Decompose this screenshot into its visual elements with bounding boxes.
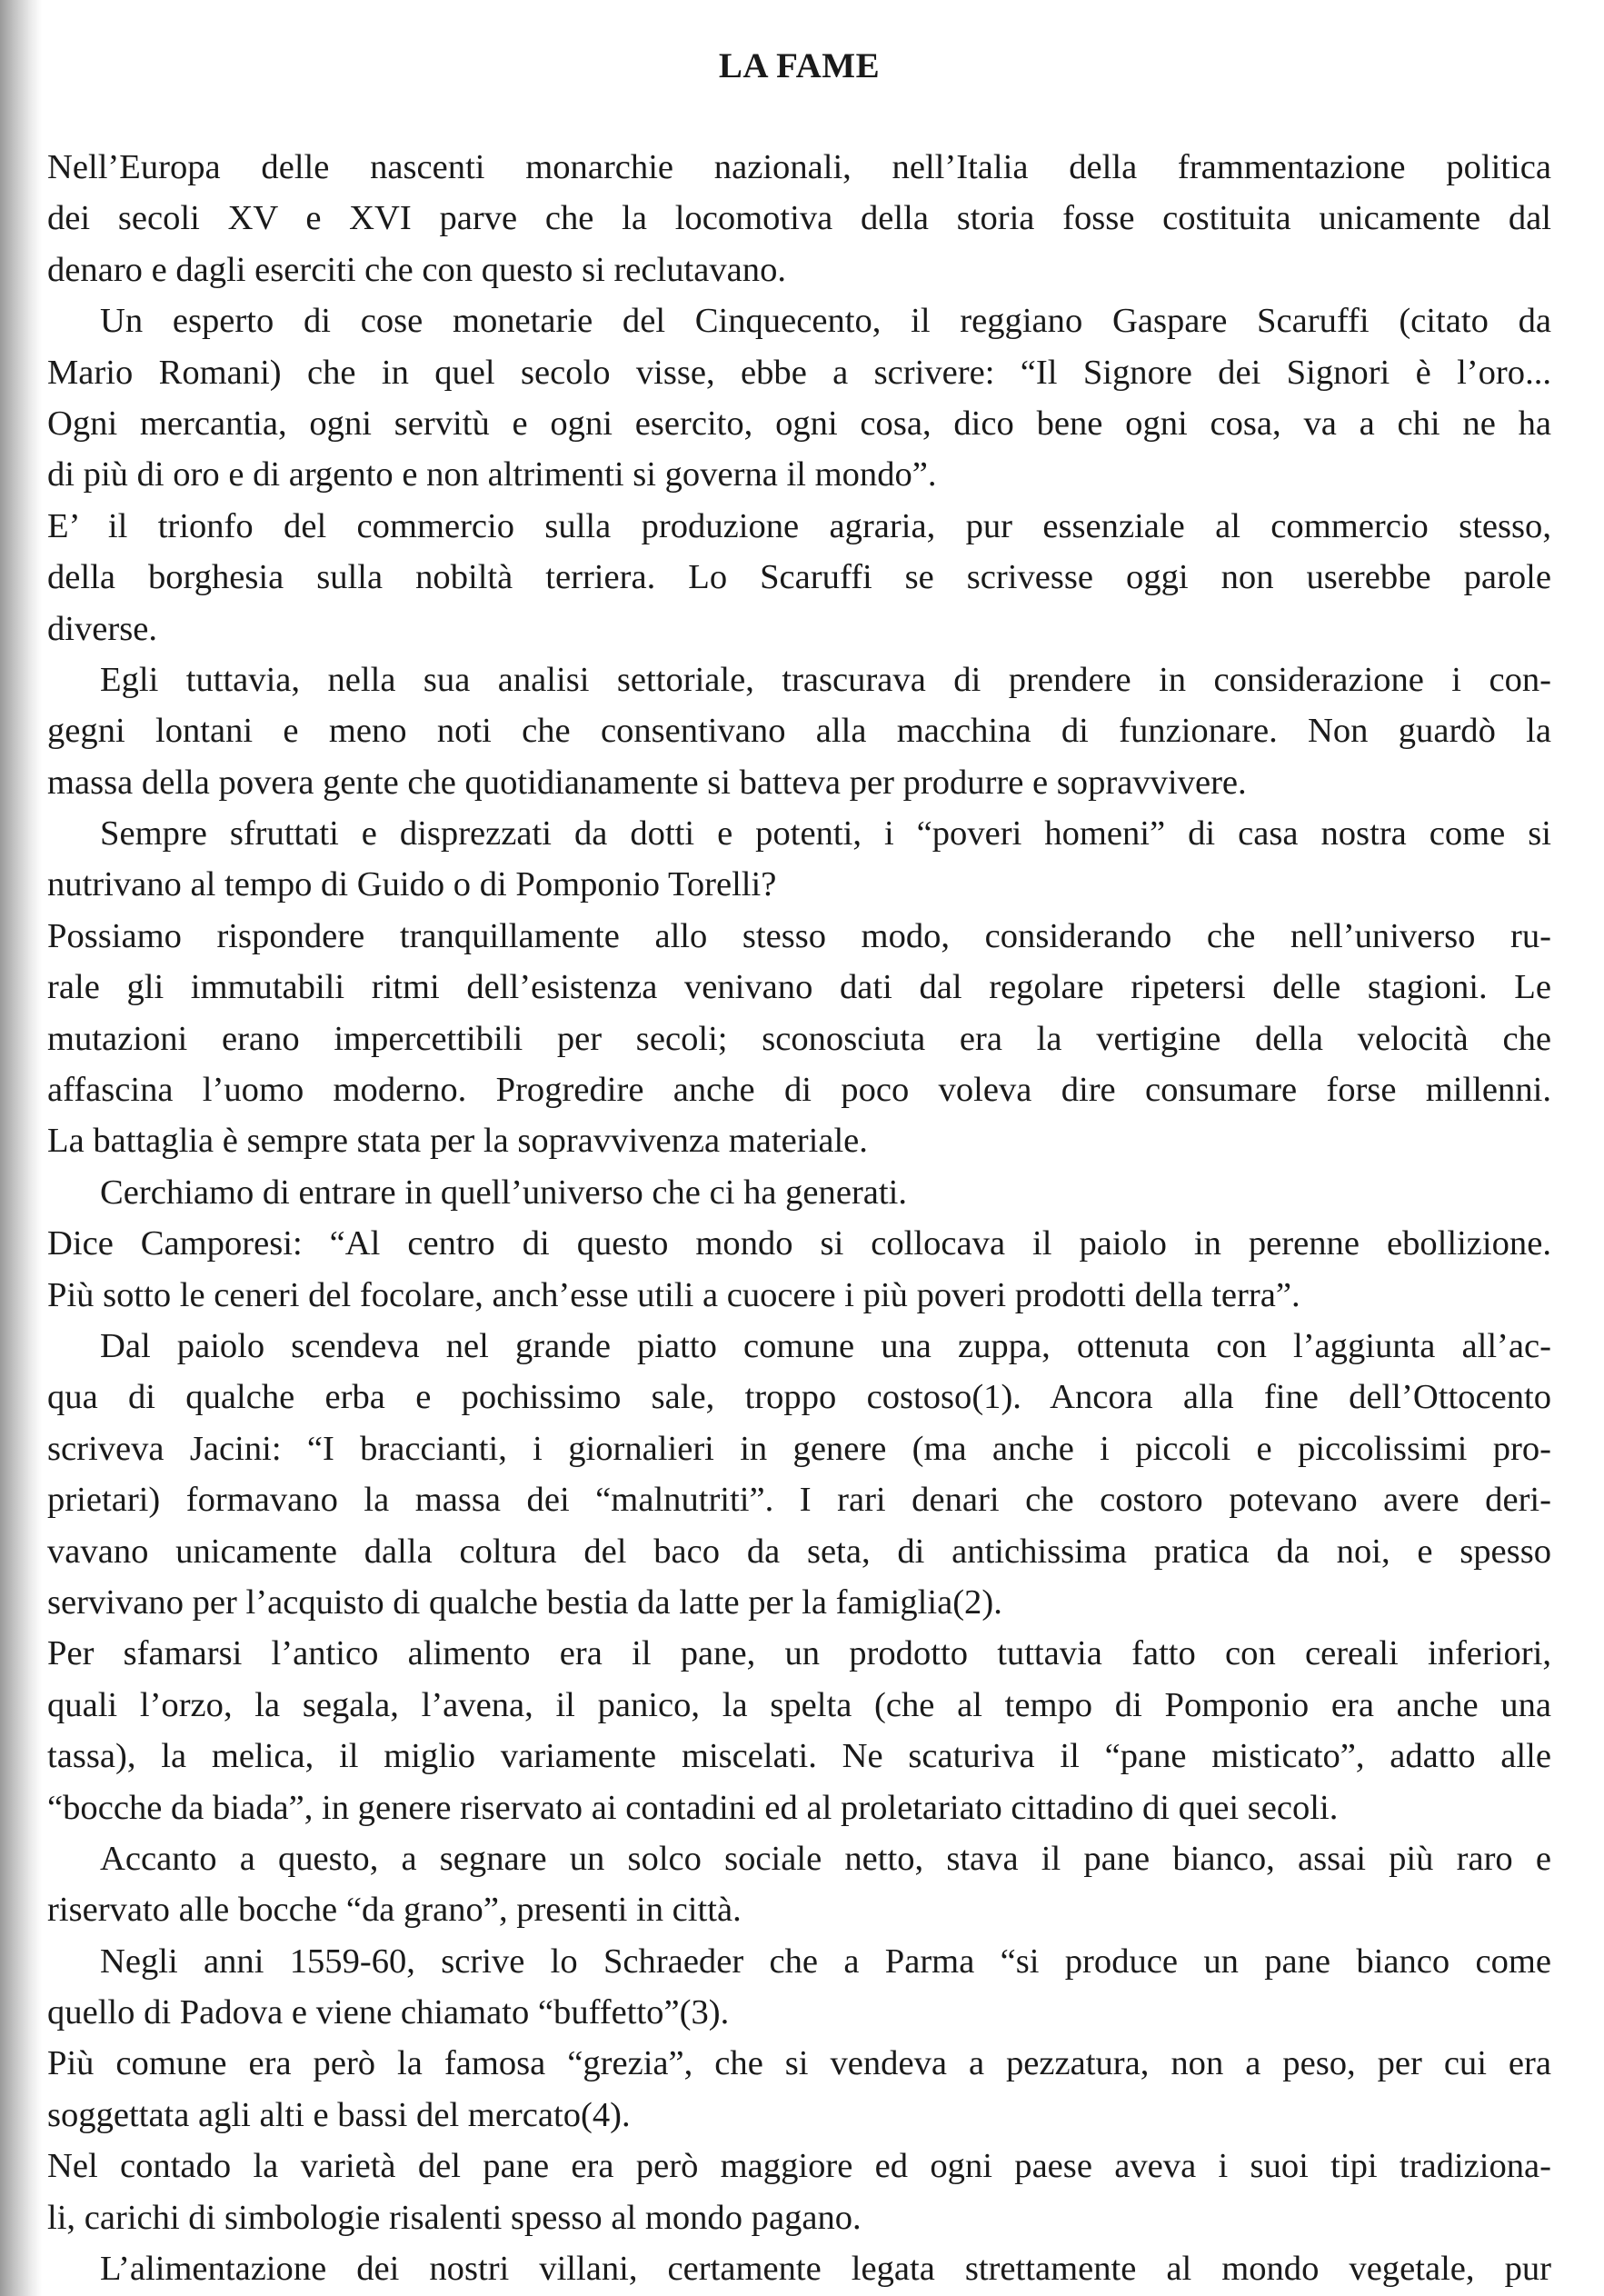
body-text bbox=[47, 142, 1551, 2294]
text-line: massa della povera gente che quotidianamente si batteva per produrre e sopravvivere. bbox=[47, 763, 1247, 802]
text-line: di più di oro e di argento e non altrimenti si governa il mondo”. bbox=[47, 455, 937, 494]
text-line: gegni lontani e meno noti che consentivano alla macchina di funzionare. Non guardò la bbox=[47, 712, 1551, 751]
text-line: Nell’Europa delle nascenti monarchie nazionali, nell’Italia della frammentazione politica bbox=[47, 148, 1551, 186]
text-line: tassa), la melica, il miglio variamente miscelati. Ne scaturiva il “pane misticato”, adatto alle bbox=[47, 1737, 1551, 1776]
text-line: Accanto a questo, a segnare un solco sociale netto, stava il pane bianco, assai più raro e bbox=[100, 1839, 1551, 1878]
text-line: La battaglia è sempre stata per la sopravvivenza materiale. bbox=[47, 1122, 868, 1161]
text-line: dei secoli XV e XVI parve che la locomotiva della storia fosse costituita unicamente dal bbox=[47, 199, 1551, 238]
text-line: Sempre sfruttati e disprezzati da dotti e potenti, i “poveri homeni” di casa nostra come si bbox=[100, 814, 1551, 854]
text-line: Dice Camporesi: “Al centro di questo mondo si collocava il paiolo in perenne ebollizione. bbox=[47, 1224, 1551, 1263]
text-line: Nel contado la varietà del pane era però maggiore ed ogni paese aveva i suoi tipi tradiziona- bbox=[47, 2147, 1551, 2186]
book-spine-shadow bbox=[0, 0, 42, 2296]
text-line: Negli anni 1559-60, scrive lo Schraeder che a Parma “si produce un pane bianco come bbox=[100, 1942, 1551, 1981]
text-line: prietari) formavano la massa dei “malnutriti”. I rari denari che costoro potevano avere deri- bbox=[47, 1481, 1551, 1520]
text-line: li, carichi di simbologie risalenti spesso al mondo pagano. bbox=[47, 2198, 862, 2237]
text-line: Ogni mercantia, ogni servitù e ogni esercito, ogni cosa, dico bene ogni cosa, va a chi ne ha bbox=[47, 404, 1551, 443]
page-title: LA FAME bbox=[718, 46, 881, 85]
text-line: diverse. bbox=[47, 609, 158, 648]
text-line: affascina l’uomo moderno. Progredire anche di poco voleva dire consumare forse millenni. bbox=[47, 1071, 1551, 1110]
text-line: quali l’orzo, la segala, l’avena, il panico, la spelta (che al tempo di Pomponio era anche una bbox=[47, 1685, 1551, 1724]
text-line: qua di qualche erba e pochissimo sale, troppo costoso(1). Ancora alla fine dell’Ottocento bbox=[47, 1378, 1551, 1417]
text-line: Più comune era però la famosa “grezia”, che si vendeva a pezzatura, non a peso, per cui era bbox=[47, 2044, 1551, 2083]
text-line: nutrivano al tempo di Guido o di Pomponio Torelli? bbox=[47, 865, 777, 904]
text-line: E’ il trionfo del commercio sulla produzione agraria, pur essenziale al commercio stesso, bbox=[47, 506, 1551, 545]
text-line: Possiamo rispondere tranquillamente allo stesso modo, considerando che nell’universo ru- bbox=[47, 916, 1551, 955]
text-line: Cerchiamo di entrare in quell’universo che ci ha generati. bbox=[100, 1173, 907, 1212]
text-line: mutazioni erano impercettibili per secoli; sconosciuta era la vertigine della velocità che bbox=[47, 1019, 1551, 1058]
text-line: vavano unicamente dalla coltura del baco da seta, di antichissima pratica da noi, e spesso bbox=[47, 1532, 1551, 1571]
text-line: Dal paiolo scendeva nel grande piatto comune una zuppa, ottenuta con l’aggiunta all’ac- bbox=[100, 1326, 1551, 1365]
text-line: Un esperto di cose monetarie del Cinquecento, il reggiano Gaspare Scaruffi (citato da bbox=[100, 302, 1551, 341]
text-line: Più sotto le ceneri del focolare, anch’esse utili a cuocere i più poveri prodotti della terra”. bbox=[47, 1275, 1300, 1314]
text-line: riservato alle bocche “da grano”, presenti in città. bbox=[47, 1891, 742, 1930]
text-line: Per sfamarsi l’antico alimento era il pane, un prodotto tuttavia fatto con cereali inferiori, bbox=[47, 1634, 1551, 1673]
text-line: servivano per l’acquisto di qualche bestia da latte per la famiglia(2). bbox=[47, 1582, 1002, 1622]
text-line: della borghesia sulla nobiltà terriera. Lo Scaruffi se scrivesse oggi non userebbe parole bbox=[47, 558, 1551, 597]
text-line: scriveva Jacini: “I braccianti, i giornalieri in genere (ma anche i piccoli e piccolissimi pro- bbox=[47, 1429, 1551, 1468]
text-line: denaro e dagli eserciti che con questo si reclutavano. bbox=[47, 250, 787, 289]
text-line: “bocche da biada”, in genere riservato ai contadini ed al proletariato cittadino di quei secoli. bbox=[47, 1788, 1339, 1827]
text-line: soggettata agli alti e bassi del mercato(4). bbox=[47, 2095, 631, 2134]
text-line: Egli tuttavia, nella sua analisi settoriale, trascurava di prendere in considerazione i con- bbox=[100, 660, 1551, 699]
text-line: L’alimentazione dei nostri villani, certamente legata strettamente al mondo vegetale, pur bbox=[100, 2250, 1551, 2289]
text-line: rale gli immutabili ritmi dell’esistenza venivano dati dal regolare ripetersi delle stagioni. Le bbox=[47, 968, 1551, 1007]
text-line: quello di Padova e viene chiamato “buffetto”(3). bbox=[47, 1993, 730, 2032]
document-page bbox=[47, 0, 1551, 2294]
text-line: Mario Romani) che in quel secolo visse, ebbe a scrivere: “Il Signore dei Signori è l’oro... bbox=[47, 353, 1551, 392]
